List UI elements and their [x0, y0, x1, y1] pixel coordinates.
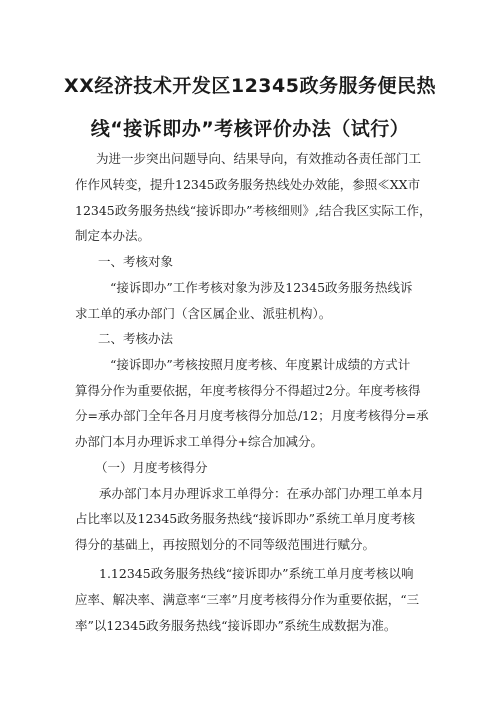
- paragraph-line: 求工单的承办部门（含区属企业、派驻机构）。: [75, 306, 332, 321]
- paragraph-line: “接诉即办”考核按照月度考核、年度累计成绩的方式计: [110, 357, 411, 372]
- document-title-line-2: 线“接诉即办”考核评价办法（试行）: [90, 118, 410, 140]
- document-title-line-1: XX经济技术开发区12345政务服务便民热: [64, 75, 436, 97]
- paragraph-line: 承办部门本月办理诉求工单得分：在承办部门办理工单本月: [99, 486, 425, 501]
- paragraph-line: 应率、解决率、满意率“三率”月度考核得分作为重要依据，“三: [75, 592, 420, 607]
- paragraph-line: 分=承办部门全年各月月度考核得分加总/12；月度考核得分=承: [75, 408, 429, 423]
- section-heading: 二、考核办法: [98, 331, 174, 346]
- paragraph-line: 办部门本月办理诉求工单得分+综合加减分。: [75, 434, 323, 449]
- paragraph-line: 制定本办法。: [75, 228, 151, 243]
- paragraph-line: 作作风转变，提升12345政务服务热线处办效能，参照≪XX市: [75, 177, 421, 192]
- subsection-heading: （一）月度考核得分: [95, 460, 208, 475]
- paragraph-line: 1.12345政务服务热线“接诉即办”系统工单月度考核以响: [99, 566, 414, 581]
- paragraph-line: “接诉即办”工作考核对象为涉及12345政务服务热线诉: [110, 280, 413, 295]
- paragraph-line: 12345政务服务热线“接诉即办”考核细则》,结合我区实际工作，: [75, 203, 432, 218]
- paragraph-line: 率”以12345政务服务热线“接诉即办”系统生成数据为准。: [75, 618, 397, 633]
- paragraph-line: 算得分作为重要依据，年度考核得分不得超过2分。年度考核得: [75, 383, 421, 398]
- paragraph-line: 为进一步突出问题导向、结果导向，有效推动各责任部门工: [96, 151, 422, 166]
- section-heading: 一、考核对象: [98, 254, 174, 269]
- paragraph-line: 占比率以及12345政务服务热线“接诉即办”系统工单月度考核: [75, 511, 416, 526]
- paragraph-line: 得分的基础上，再按照划分的不同等级范围进行赋分。: [75, 537, 376, 552]
